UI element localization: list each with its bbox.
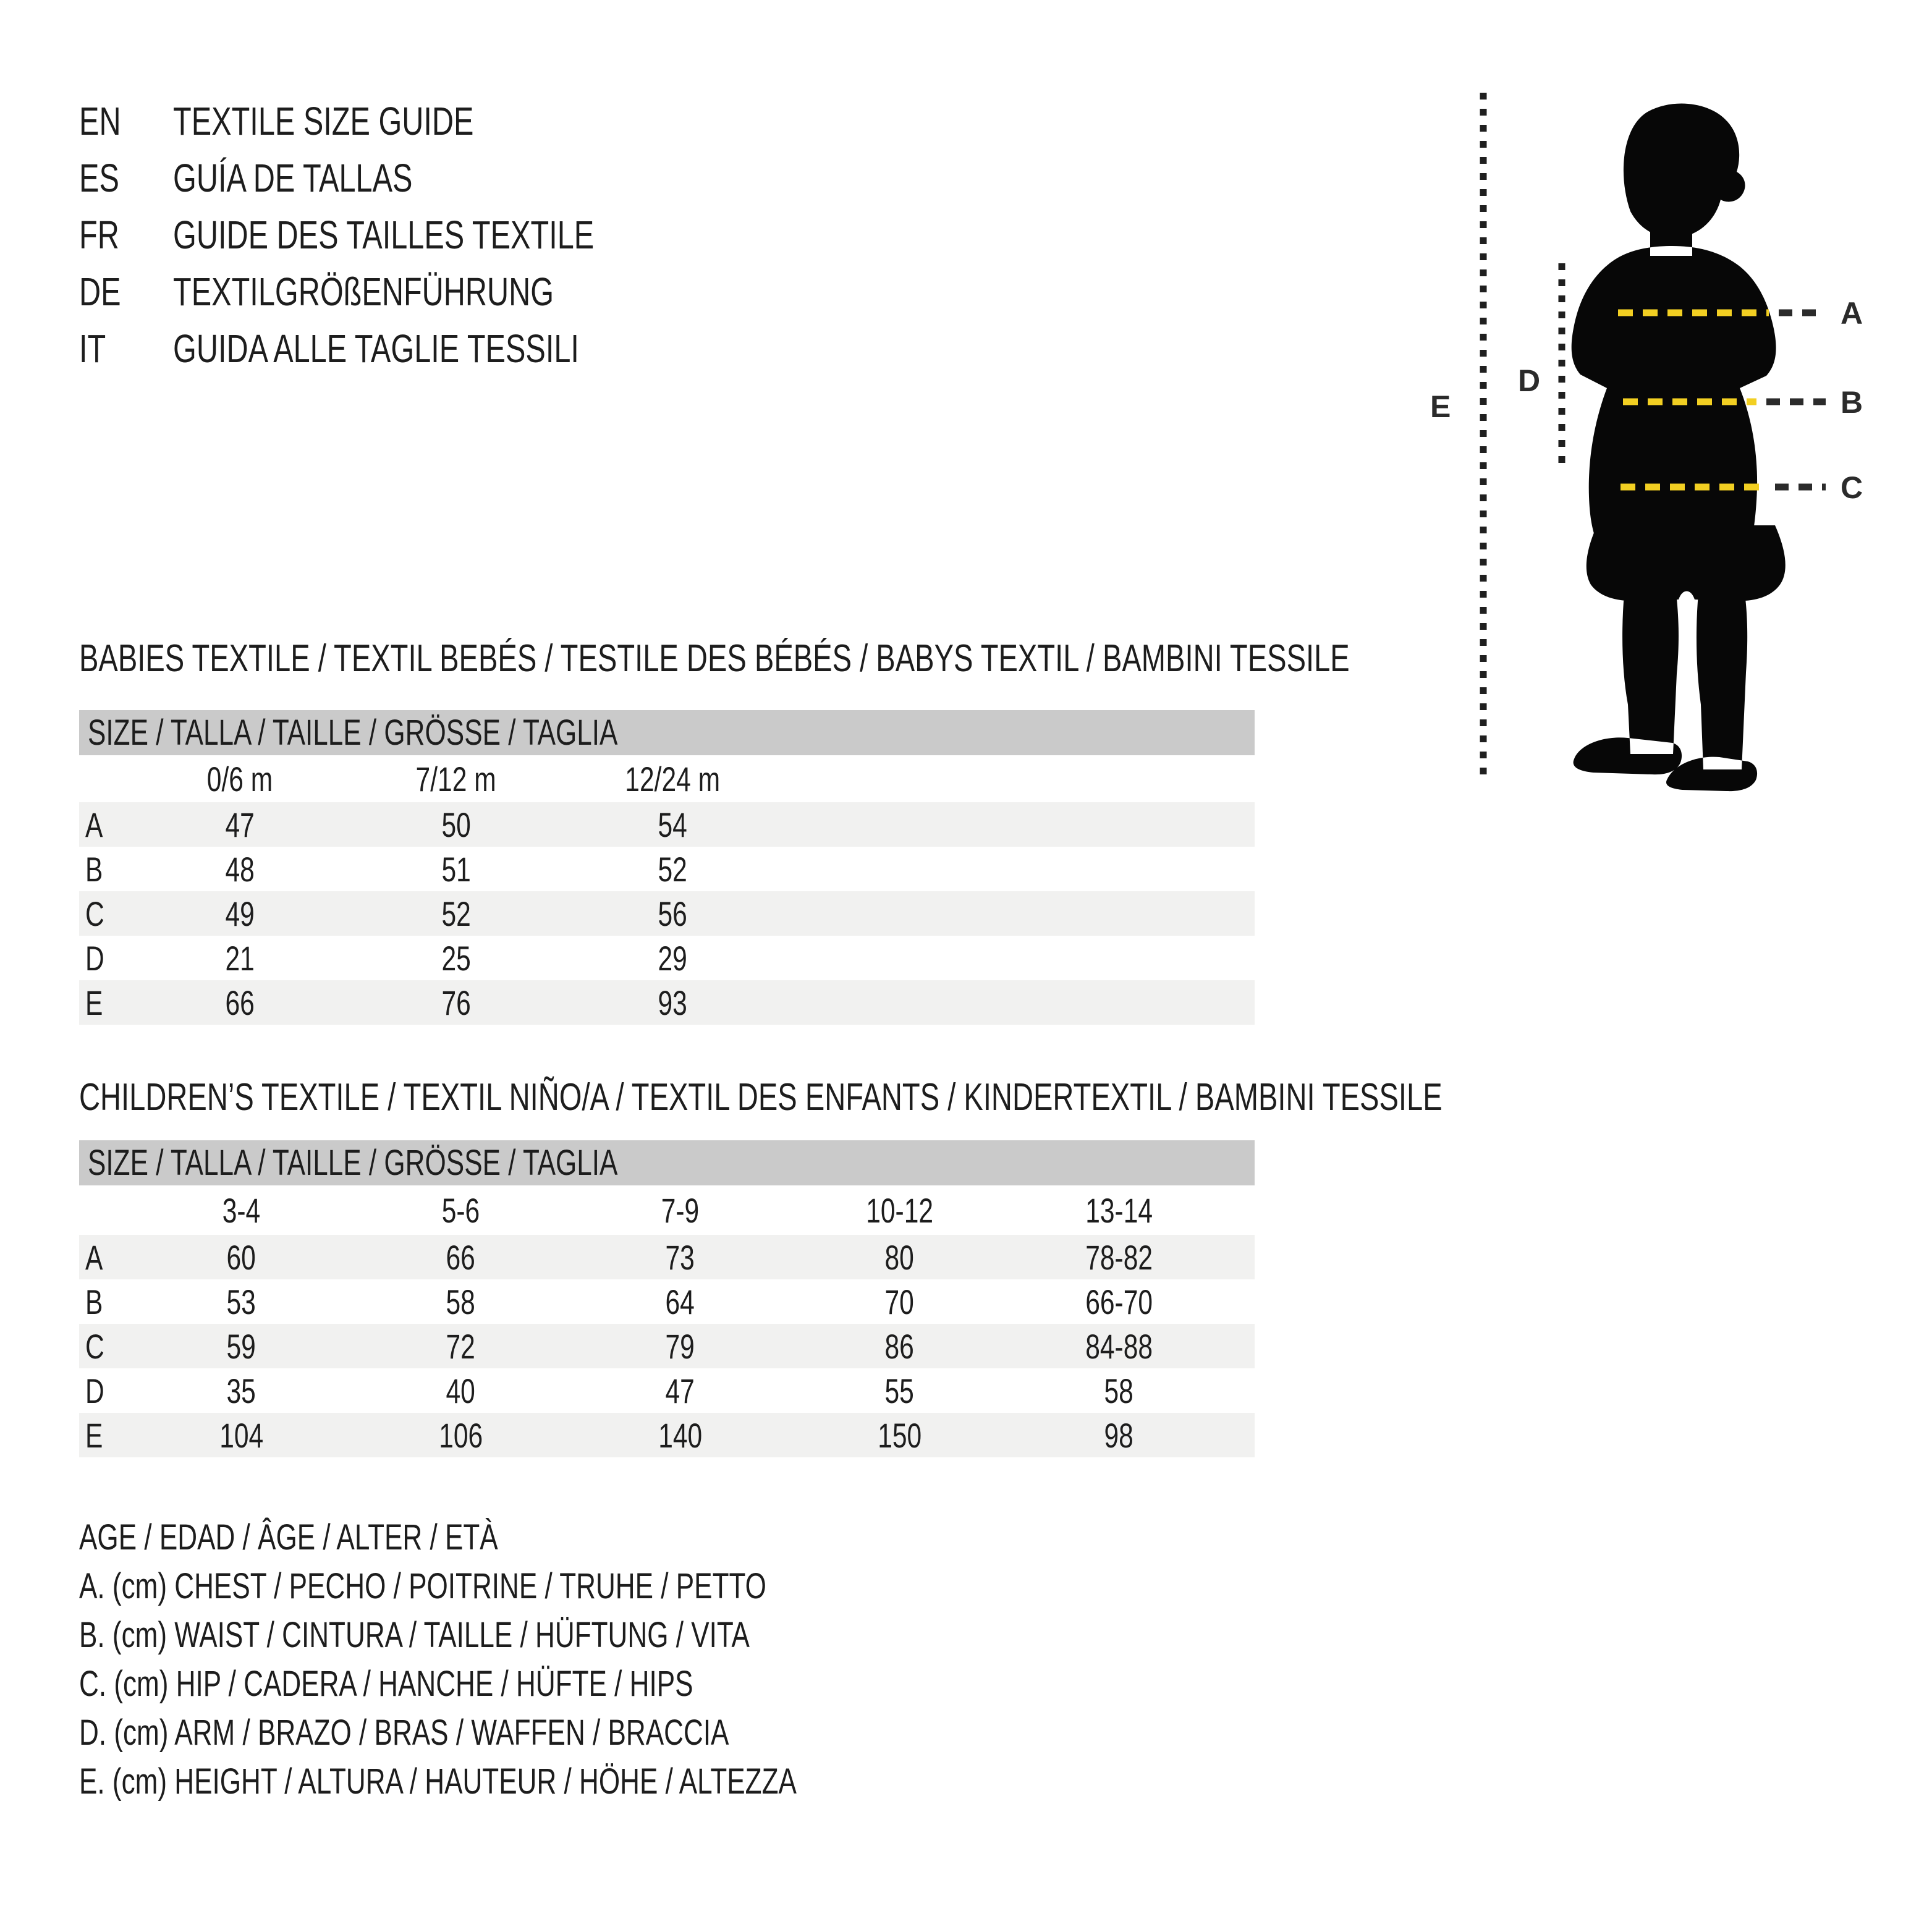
table-cell (1009, 1326, 1229, 1366)
language-code: FR (79, 213, 119, 257)
measurement-legend (79, 1513, 1023, 1806)
cell-value: 48 (225, 849, 255, 889)
cell-value: 60 (226, 1237, 256, 1277)
cell-value: 25 (441, 938, 471, 978)
table-cell (132, 1326, 351, 1366)
cell-value: 98 (1104, 1415, 1134, 1455)
cell-value: 58 (446, 1282, 476, 1321)
row-letter-text: E (85, 983, 103, 1022)
babies-column-header-text: 7/12 m (415, 759, 497, 799)
row-letter (79, 938, 132, 978)
cell-value: 52 (658, 849, 687, 889)
table-cell (1009, 1282, 1229, 1322)
table-row (79, 1235, 1255, 1279)
children-column-header-row (79, 1185, 1255, 1235)
row-letter (79, 1415, 132, 1455)
cell-value: 72 (446, 1326, 476, 1366)
table-cell (564, 805, 781, 845)
legend-text: E. (cm) HEIGHT / ALTURA / HAUTEUR / HÖHE / ALTEZZA (79, 1761, 797, 1802)
cell-value: 80 (884, 1237, 915, 1277)
children-column-header-text: 10-12 (866, 1190, 933, 1230)
figure-label-b: B (1841, 385, 1863, 420)
table-row (79, 980, 1255, 1025)
language-title: GUIDA ALLE TAGLIE TESSILI (173, 326, 579, 371)
babies-size-table (79, 755, 1255, 1025)
children-column-header (351, 1190, 570, 1231)
table-row (79, 891, 1255, 936)
table-cell (132, 1282, 351, 1322)
table-cell (348, 805, 564, 845)
child-silhouette (1572, 103, 1786, 791)
cell-value: 49 (225, 894, 255, 933)
cell-value: 59 (226, 1326, 256, 1366)
table-row (79, 1413, 1255, 1457)
legend-text: AGE / EDAD / ÂGE / ALTER / ETÀ (79, 1517, 498, 1557)
row-letter (79, 983, 132, 1023)
table-row (79, 1324, 1255, 1368)
row-letter-text: D (85, 938, 104, 978)
row-letter (79, 1237, 132, 1277)
language-code: ES (79, 156, 119, 200)
figure-label-e: E (1430, 389, 1451, 424)
table-row (79, 1279, 1255, 1324)
table-cell (132, 805, 348, 845)
table-cell (132, 938, 348, 978)
table-cell (790, 1326, 1009, 1366)
children-size-header-text: SIZE / TALLA / TAILLE / GRÖSSE / TAGLIA (88, 1143, 618, 1183)
table-cell (351, 1415, 570, 1455)
language-row-es (79, 150, 727, 206)
row-letter (79, 805, 132, 845)
babies-column-header (132, 759, 348, 799)
legend-line-height (79, 1757, 1023, 1806)
legend-text: B. (cm) WAIST / CINTURA / TAILLE / HÜFTUNG / VITA (79, 1615, 750, 1655)
table-cell (564, 938, 781, 978)
babies-column-header-text: 0/6 m (206, 759, 273, 799)
legend-line-age (79, 1513, 1023, 1562)
language-code: DE (79, 269, 121, 314)
children-section-title (79, 1075, 1873, 1120)
table-cell (570, 1371, 790, 1411)
cell-value: 56 (658, 894, 687, 933)
table-cell (132, 983, 348, 1023)
cell-value: 52 (441, 894, 471, 933)
table-cell (790, 1415, 1009, 1455)
children-column-header-text: 7-9 (661, 1190, 700, 1230)
cell-value: 79 (665, 1326, 695, 1366)
language-row-en (79, 93, 727, 150)
table-cell (132, 1371, 351, 1411)
cell-value: 84-88 (1085, 1326, 1153, 1366)
cell-value: 64 (665, 1282, 695, 1321)
table-cell (570, 1282, 790, 1322)
row-letter-text: C (85, 1326, 104, 1366)
babies-column-header (348, 759, 564, 799)
children-column-header (570, 1190, 790, 1231)
legend-text: C. (cm) HIP / CADERA / HANCHE / HÜFTE / HIPS (79, 1664, 693, 1704)
children-column-header-text: 3-4 (222, 1190, 261, 1230)
cell-value: 54 (658, 805, 687, 844)
legend-line-arm (79, 1708, 1023, 1757)
language-title: GUIDE DES TAILLES TEXTILE (173, 213, 595, 257)
cell-value: 58 (1104, 1371, 1134, 1410)
figure-label-a: A (1841, 296, 1863, 331)
language-title-list (79, 93, 727, 377)
table-cell (570, 1237, 790, 1277)
table-row (79, 847, 1255, 891)
row-letter (79, 1282, 132, 1322)
cell-value: 40 (446, 1371, 476, 1410)
language-row-fr (79, 206, 727, 263)
table-cell (348, 938, 564, 978)
cell-value: 50 (441, 805, 471, 844)
table-row (79, 1368, 1255, 1413)
language-title: TEXTILE SIZE GUIDE (173, 99, 474, 143)
table-cell (570, 1326, 790, 1366)
table-cell (790, 1282, 1009, 1322)
table-cell (790, 1237, 1009, 1277)
cell-value: 73 (665, 1237, 695, 1277)
row-letter-text: E (85, 1415, 103, 1455)
cell-value: 150 (877, 1415, 922, 1455)
table-row (79, 802, 1255, 847)
table-cell (1009, 1371, 1229, 1411)
cell-value: 78-82 (1085, 1237, 1153, 1277)
children-size-header-bar (79, 1140, 1255, 1185)
row-letter (79, 1326, 132, 1366)
language-title: GUÍA DE TALLAS (173, 156, 413, 200)
babies-column-header (564, 759, 781, 799)
children-column-header (790, 1190, 1009, 1231)
table-cell (1009, 1237, 1229, 1277)
legend-text: A. (cm) CHEST / PECHO / POITRINE / TRUHE / PETTO (79, 1566, 766, 1606)
cell-value: 47 (225, 805, 255, 844)
table-cell (564, 849, 781, 889)
children-column-header (132, 1190, 351, 1231)
cell-value: 104 (219, 1415, 264, 1455)
language-title: TEXTILGRÖßENFÜHRUNG (173, 269, 554, 314)
cell-value: 35 (226, 1371, 256, 1410)
babies-section-title-text: BABIES TEXTILE / TEXTIL BEBÉS / TESTILE DES BÉBÉS / BABYS TEXTIL / BAMBINI TESSILE (79, 637, 1350, 680)
cell-value: 66 (225, 983, 255, 1022)
cell-value: 51 (441, 849, 471, 889)
table-row (79, 936, 1255, 980)
row-letter-text: A (85, 805, 103, 844)
cell-value: 66 (446, 1237, 476, 1277)
cell-value: 140 (658, 1415, 703, 1455)
table-cell (564, 983, 781, 1023)
babies-column-header-text: 12/24 m (625, 759, 720, 799)
cell-value: 93 (658, 983, 687, 1022)
figure-label-d: D (1518, 363, 1541, 398)
cell-value: 86 (884, 1326, 915, 1366)
table-cell (132, 849, 348, 889)
table-cell (348, 849, 564, 889)
row-letter-text: A (85, 1237, 103, 1277)
row-letter (79, 849, 132, 889)
cell-value: 55 (884, 1371, 915, 1410)
table-cell (564, 894, 781, 934)
language-code: IT (79, 326, 106, 371)
language-row-de (79, 263, 727, 320)
babies-size-header-bar (79, 710, 1255, 755)
children-column-header (1009, 1190, 1229, 1231)
children-column-header-text: 5-6 (441, 1190, 480, 1230)
babies-size-header-text: SIZE / TALLA / TAILLE / GRÖSSE / TAGLIA (88, 713, 618, 753)
cell-value: 53 (226, 1282, 256, 1321)
cell-value: 76 (441, 983, 471, 1022)
row-letter-text: D (85, 1371, 104, 1410)
table-cell (348, 983, 564, 1023)
row-letter-text: B (85, 1282, 103, 1321)
cell-value: 29 (658, 938, 687, 978)
cell-value: 70 (884, 1282, 915, 1321)
table-cell (132, 1237, 351, 1277)
children-section-title-text: CHILDREN’S TEXTILE / TEXTIL NIÑO/A / TEXTIL DES ENFANTS / KINDERTEXTIL / BAMBINI TESSILE (79, 1076, 1443, 1119)
cell-value: 21 (225, 938, 255, 978)
table-cell (790, 1371, 1009, 1411)
children-column-header-text: 13-14 (1085, 1190, 1153, 1230)
legend-line-waist (79, 1611, 1023, 1659)
table-cell (351, 1282, 570, 1322)
table-cell (132, 894, 348, 934)
table-cell (351, 1326, 570, 1366)
row-letter-text: B (85, 849, 103, 889)
table-cell (351, 1237, 570, 1277)
row-letter (79, 1371, 132, 1411)
cell-value: 106 (438, 1415, 483, 1455)
row-letter (79, 894, 132, 934)
table-cell (1009, 1415, 1229, 1455)
children-size-table (79, 1185, 1255, 1457)
language-row-it (79, 320, 727, 377)
table-cell (570, 1415, 790, 1455)
row-letter-text: C (85, 894, 104, 933)
babies-column-header-row (79, 755, 1255, 802)
child-silhouette-figure (1400, 49, 1932, 822)
babies-section-title (79, 637, 1751, 681)
table-cell (132, 1415, 351, 1455)
cell-value: 66-70 (1085, 1282, 1153, 1321)
figure-label-c: C (1841, 470, 1863, 505)
legend-line-chest (79, 1562, 1023, 1611)
legend-line-hip (79, 1659, 1023, 1708)
legend-text: D. (cm) ARM / BRAZO / BRAS / WAFFEN / BRACCIA (79, 1713, 729, 1753)
language-code: EN (79, 99, 121, 143)
table-cell (348, 894, 564, 934)
cell-value: 47 (665, 1371, 695, 1410)
table-cell (351, 1371, 570, 1411)
